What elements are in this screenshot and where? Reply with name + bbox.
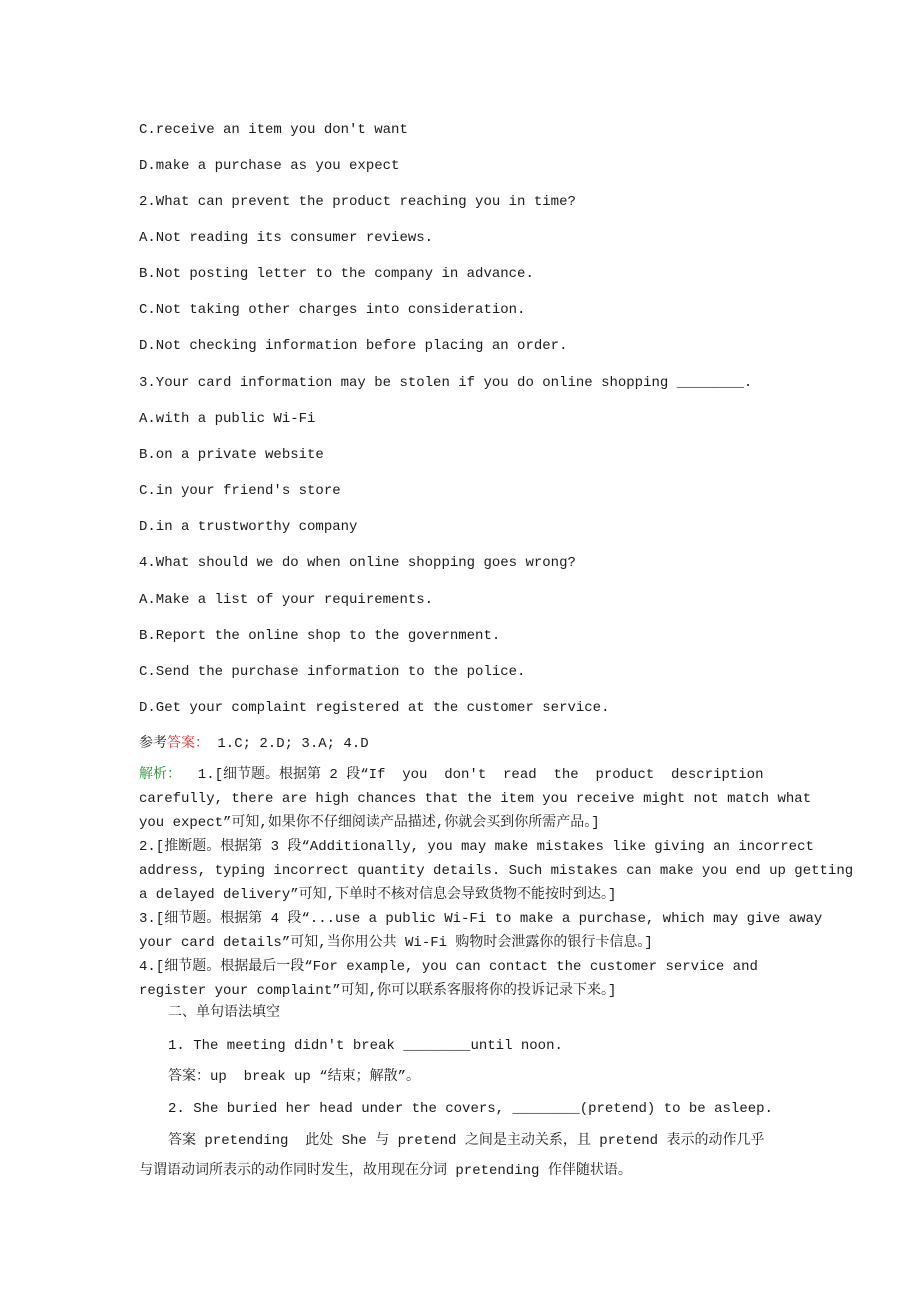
answer-prefix: 参考 [139, 736, 167, 752]
q3-stem [139, 374, 752, 392]
q4-stem: 4.What should we do when online shopping goes wrong? [139, 555, 576, 571]
q2-stem: 2.What can prevent the product reaching you in time? [139, 194, 576, 210]
analysis-line-1 [139, 766, 763, 784]
analysis-line-2: carefully, there are high chances that the item you receive might not match what [139, 791, 812, 807]
q1-option-d: D.make a purchase as you expect [139, 158, 400, 174]
q2-option-d: D.Not checking information before placing an order. [139, 338, 568, 354]
s2-q2 [168, 1100, 773, 1118]
q3-stem-text: 3.Your card information may be stolen if you do online shopping [139, 375, 677, 391]
q2-option-a: A.Not reading its consumer reviews. [139, 230, 434, 246]
analysis-line-10: register your complaint”可知,你可以联系客服将你的投诉记录下来。] [139, 983, 617, 999]
analysis-line-8: your card details”可知,当你用公共 Wi-Fi 购物时会泄露你的银行卡信息。] [139, 935, 653, 951]
q1-option-c: C.receive an item you don't want [139, 122, 408, 138]
analysis-line-9: 4.[细节题。根据最后一段“For example, you can contact the customer service and [139, 959, 758, 975]
s2-q1-text: 1. The meeting didn't break [168, 1038, 404, 1054]
s2-q2-answer-line-2: 与谓语动词所表示的动作同时发生，故用现在分词 pretending 作伴随状语。 [139, 1163, 632, 1179]
q4-option-b: B.Report the online shop to the government. [139, 628, 501, 644]
q4-option-d: D.Get your complaint registered at the customer service. [139, 700, 610, 716]
q3-option-d: D.in a trustworthy company [139, 519, 358, 535]
s2-q1 [168, 1037, 563, 1055]
s2-q2-blank: ________ [512, 1101, 580, 1117]
q2-option-b: B.Not posting letter to the company in advance. [139, 266, 534, 282]
q3-stem-end: . [743, 375, 753, 391]
s2-q2-text: 2. She buried her head under the covers, [168, 1101, 513, 1117]
s2-q2-end: (pretend) to be asleep. [579, 1101, 773, 1117]
q3-option-a: A.with a public Wi-Fi [139, 411, 316, 427]
q4-option-a: A.Make a list of your requirements. [139, 592, 434, 608]
answer-label: 答案： [167, 736, 209, 752]
s2-q1-blank: ________ [403, 1038, 471, 1054]
section2-heading: 二、单句语法填空 [168, 1005, 280, 1021]
q2-option-c: C.Not taking other charges into consideration. [139, 302, 526, 318]
analysis-line-5: address, typing incorrect quantity details. Such mistakes can make you end up getting [139, 863, 854, 879]
s2-q1-answer: 答案：up break up “结束；解散”。 [168, 1069, 421, 1085]
q4-option-c: C.Send the purchase information to the police. [139, 664, 526, 680]
q3-option-b: B.on a private website [139, 447, 324, 463]
analysis-label: 解析： [139, 767, 181, 783]
analysis-line-7: 3.[细节题。根据第 4 段“...use a public Wi-Fi to make a purchase, which may give away [139, 911, 823, 927]
analysis-line-6: a delayed delivery”可知,下单时不核对信息会导致货物不能按时到达。] [139, 887, 617, 903]
analysis-line-4: 2.[推断题。根据第 3 段“Additionally, you may make mistakes like giving an incorrect [139, 839, 814, 855]
answer-key [139, 735, 369, 753]
analysis-text: 1.[细节题。根据第 2 段“If you don't read the product description [181, 767, 764, 783]
s2-q2-answer-line-1: 答案 pretending 此处 She 与 pretend 之间是主动关系，且 pretend 表示的动作几乎 [168, 1133, 765, 1149]
q3-blank: ________ [676, 375, 744, 391]
s2-q1-end: until noon. [470, 1038, 563, 1054]
analysis-line-3: you expect”可知,如果你不仔细阅读产品描述,你就会买到你所需产品。] [139, 815, 600, 831]
answer-values: 1.C; 2.D; 3.A; 4.D [209, 736, 369, 752]
q3-option-c: C.in your friend's store [139, 483, 341, 499]
